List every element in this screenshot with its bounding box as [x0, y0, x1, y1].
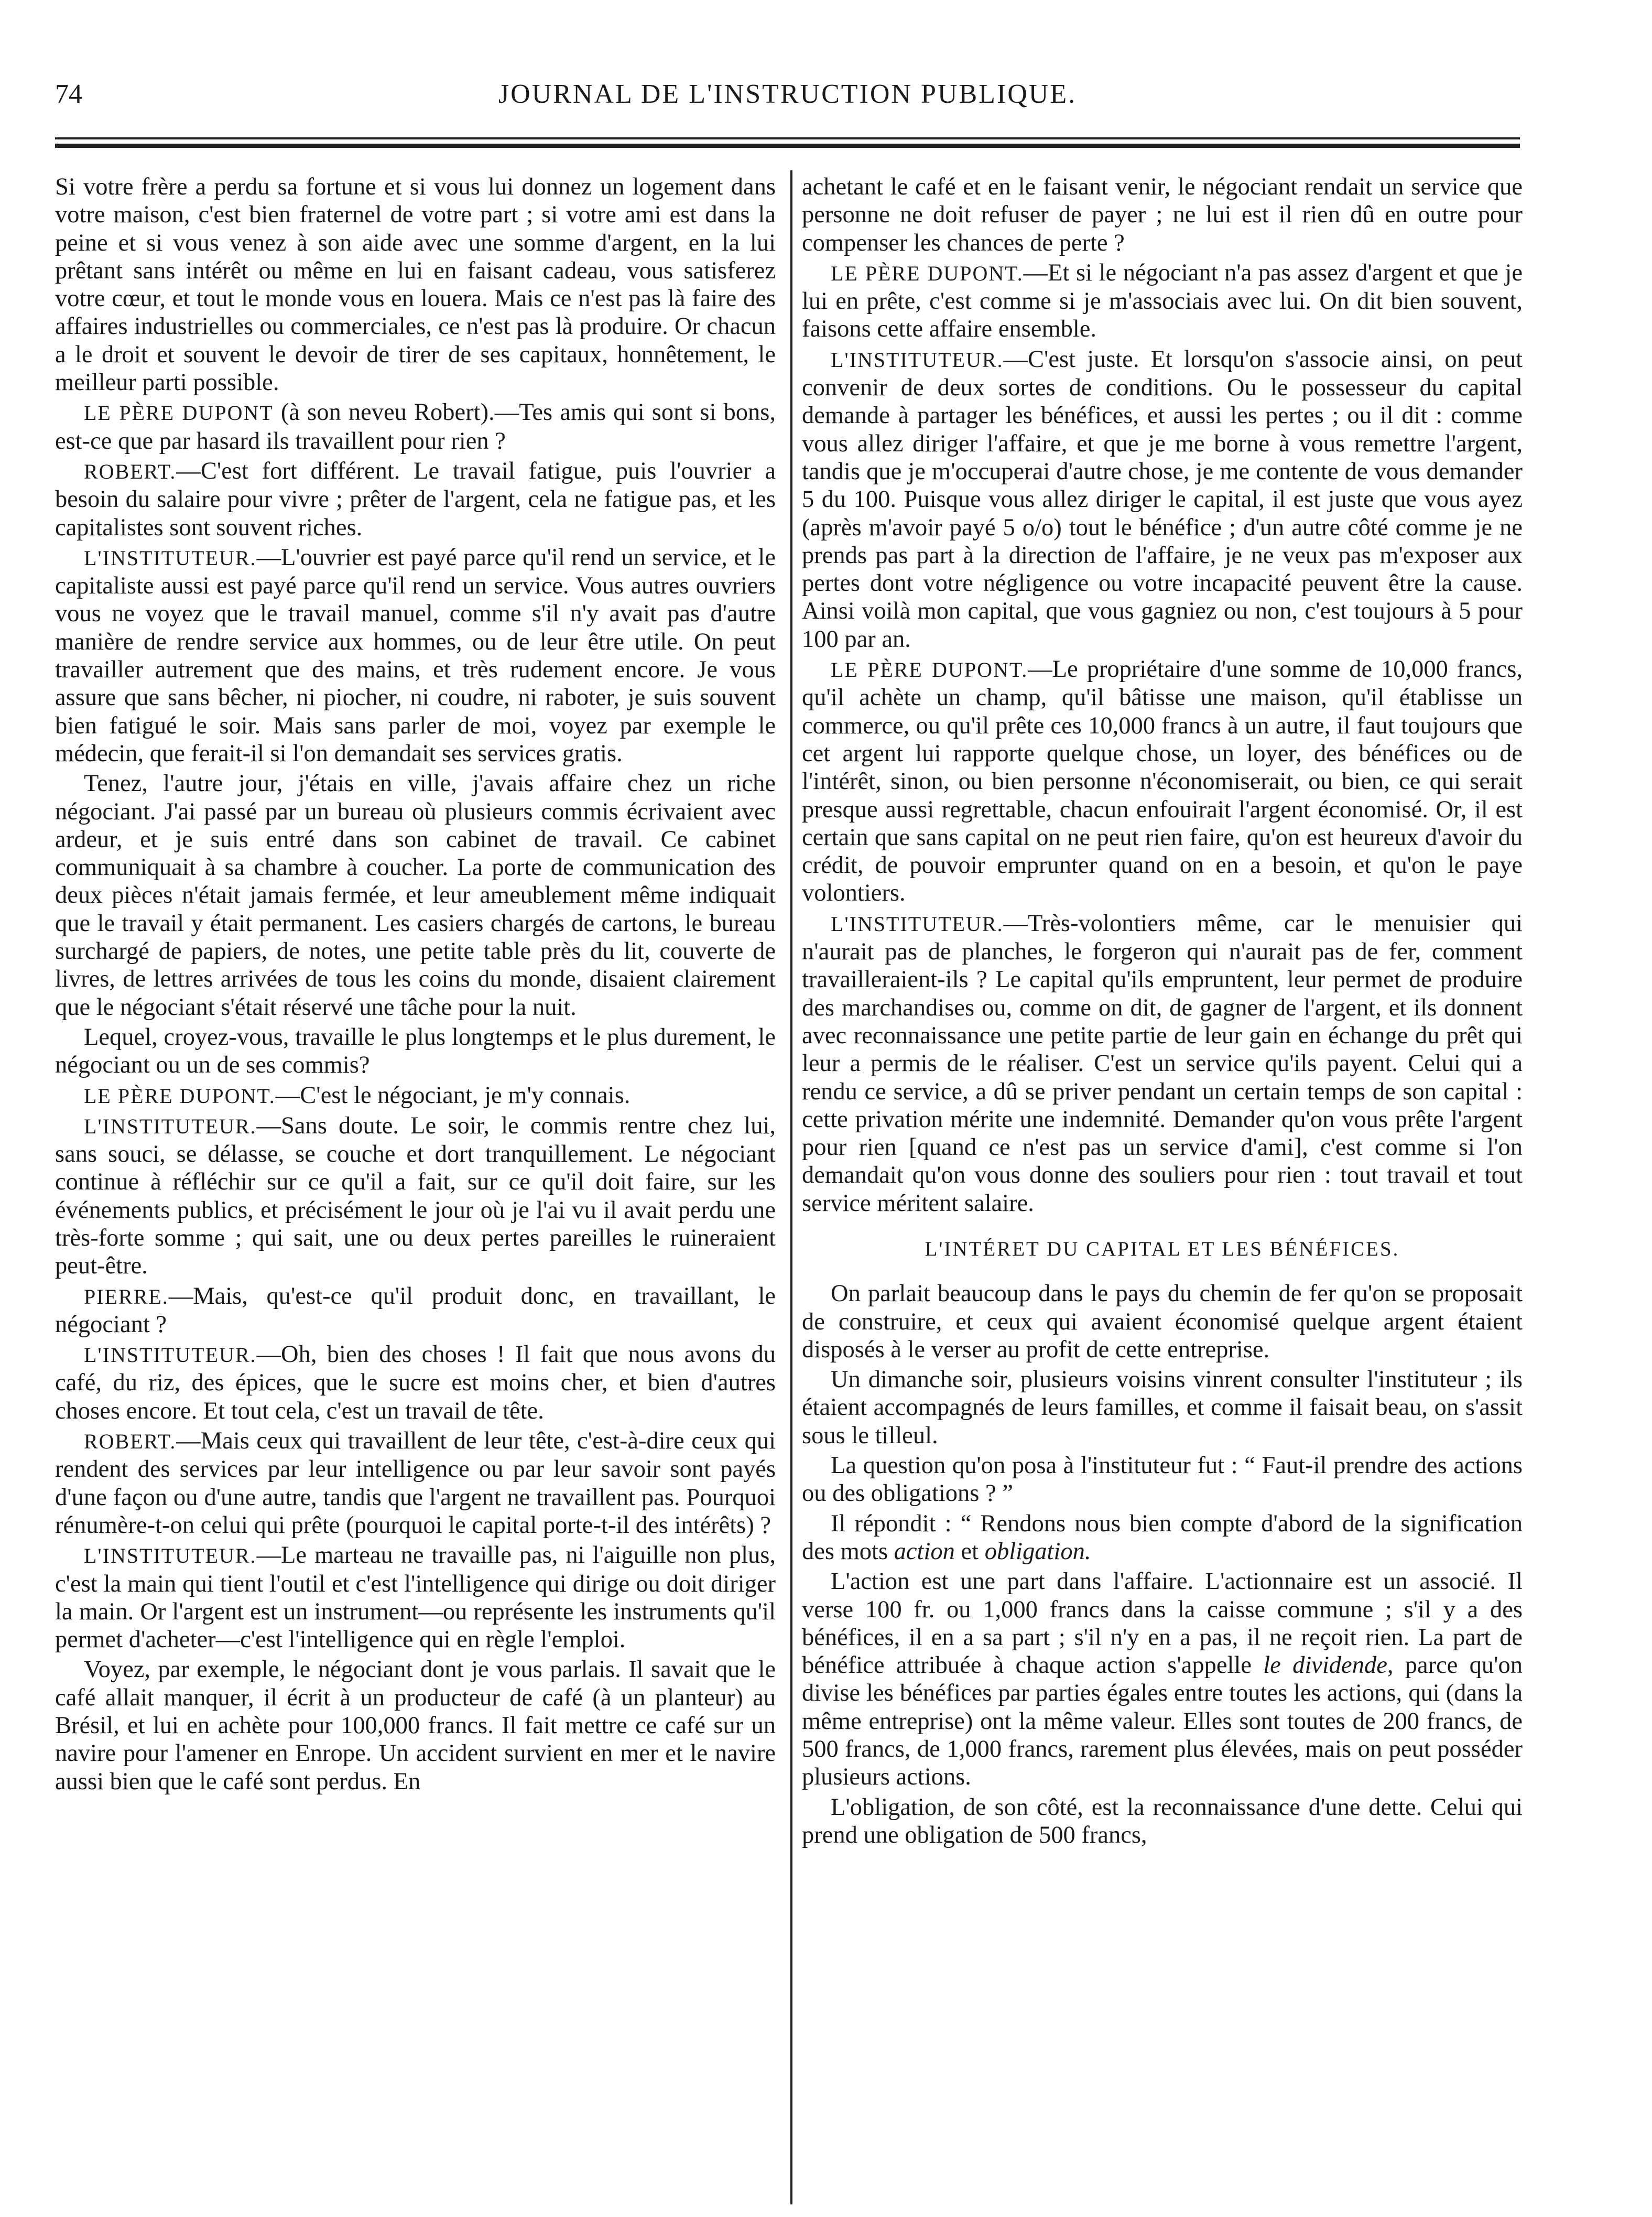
emphasis-action: action [894, 1538, 955, 1565]
speaker-name: L'INSTITUTEUR. [84, 1343, 257, 1367]
speaker-name: L'INSTITUTEUR. [831, 348, 1004, 372]
paragraph: Si votre frère a perdu sa fortune et si vous lui donnez un logement dans votre maison, c'est bien fraternel de votre part ; si votre ami est dans la peine et si vous venez à son aide avec une somme d'argent, en la lui prêtant sans intérêt ou même en lui en faisant cadeau, vous satisferez votre cœur, et tout le monde vous en louera. Mais ce n'est pas là faire des affaires industrielles ou commerciales, ce n'est pas là produire. Or chacun a le droit et souvent le devoir de tirer de ses capitaux, honnêtement, le meilleur parti possible. [55, 174, 776, 396]
column-divider [790, 170, 792, 2204]
paragraph: On parlait beaucoup dans le pays du chemin de fer qu'on se proposait de construire, et ceux qui avaient économisé quelque argent étaient disposés à le verser au profit de cette entreprise. [802, 1280, 1523, 1363]
dialogue-text: —Et si le négociant n'a pas assez d'argent et que je lui en prête, c'est comme si je m'associais avec lui. On dit bien souvent, faisons cette affaire ensemble. [802, 259, 1523, 343]
speaker-name: L'INSTITUTEUR. [84, 1544, 257, 1568]
paragraph [802, 1567, 1523, 1791]
dialogue-paragraph [55, 1541, 776, 1653]
dialogue-text: —Le propriétaire d'une somme de 10,000 francs, qu'il achète un champ, qu'il bâtisse une maison, qu'il établisse un commerce, ou qu'il prête ces 10,000 francs à un autre, il faut toujours que cet argent lui rapporte quelque chose, un loyer, des bénéfices ou de l'intérêt, sinon, ou bien personne n'économiserait, ou bien, ce qui serait presque aussi regrettable, chacun enfouirait l'argent économisé. Or, il est certain que sans capital on ne peut rien faire, qu'on est heureux d'avoir du crédit, de pouvoir emprunter quand on en a besoin, et qu'on le paye volontiers. [802, 656, 1523, 907]
text-run: L'action est une part dans l'affaire. L'actionnaire est un associé. Il verse 100 fr. ou 1,000 francs dans la caisse commune ; s'il y a des bénéfices, il en a sa part ; s'il n'y en a pas, il ne reçoit rien. La part de bénéfice attribuée à chaque action s'appelle [802, 1568, 1523, 1679]
header-rule-thick [55, 144, 1520, 148]
paragraph: Un dimanche soir, plusieurs voisins vinrent consulter l'instituteur ; ils étaient accompagnés de leurs familles, et comme il faisait beau, on s'assit sous le tilleul. [802, 1366, 1523, 1449]
section-heading: L'INTÉRET DU CAPITAL ET LES BÉNÉFICES. [925, 1237, 1400, 1260]
paragraph: achetant le café et en le faisant venir, le négociant rendait un service que personne ne doit refuser de payer ; ne lui est il rien dû en outre pour compenser les chances de perte ? [802, 174, 1523, 256]
paragraph: L'obligation, de son côté, est la reconnaissance d'une dette. Celui qui prend une obligation de 500 francs, [802, 1793, 1523, 1848]
page-header [55, 79, 1520, 126]
dialogue-paragraph [802, 910, 1523, 1217]
running-title: JOURNAL DE L'INSTRUCTION PUBLIQUE. [498, 79, 1077, 109]
left-column [55, 173, 776, 1796]
speaker-name: ROBERT. [84, 1430, 177, 1454]
speaker-name: ROBERT. [84, 459, 177, 483]
dialogue-text: —Le marteau ne travaille pas, ni l'aiguille non plus, c'est la main qui tient l'outil et c'est l'intelligence qui dirige ou doit diriger la main. Or l'argent est un instrument—ou représente les instruments qu'il permet d'acheter—c'est l'intelligence qui en règle l'emploi. [55, 1542, 776, 1653]
dialogue-text: —Mais, qu'est-ce qu'il produit donc, en travaillant, le négociant ? [55, 1282, 776, 1338]
dialogue-text: —C'est le négociant, je m'y connais. [275, 1082, 631, 1109]
header-rule-thin [55, 137, 1520, 139]
dialogue-paragraph [55, 1282, 776, 1339]
text-run: , parce qu'on divise les bénéfices par parties égales entre toutes les actions, qui (dans la même entreprise) ont la même valeur. Elles sont toutes de 200 francs, de 500 francs, de 1,000 francs, rarement plus élevées, mais on peut posséder plusieurs actions. [802, 1652, 1523, 1791]
speaker-name: L'INSTITUTEUR. [84, 546, 257, 570]
dialogue-paragraph [55, 544, 776, 767]
speaker-name: LE PÈRE DUPONT. [831, 658, 1028, 682]
dialogue-paragraph [802, 259, 1523, 343]
dialogue-text: —Sans doute. Le soir, le commis rentre chez lui, sans souci, se délasse, se couche et dort tranquillement. Le négociant continue à réfléchir sur ce qu'il a fait, sur ce qu'il doit faire, sur les événements publics, et précisément le jour où je l'ai vu il avait perdu une très-forte somme ; qui sait, une ou deux pertes pareilles le ruineraient peut-être. [55, 1112, 776, 1280]
dialogue-text: —L'ouvrier est payé parce qu'il rend un service, et le capitaliste aussi est payé parce qu'il rend un service. Vous autres ouvriers vous ne voyez que le travail manuel, comme s'il n'y avait pas d'autre manière de rendre service aux hommes, ou de leur être utile. On peut travailler autrement que des mains, et très rudement encore. Je vous assure que sans bêcher, ni piocher, ni coudre, ni raboter, je suis souvent bien fatigué le soir. Mais sans parler de moi, voyez par exemple le médecin, que ferait-il si l'on demandait ses services gratis. [55, 544, 776, 767]
speaker-name: L'INSTITUTEUR. [831, 912, 1004, 936]
dialogue-paragraph [55, 398, 776, 455]
dialogue-text: —Très-volontiers même, car le menuisier qui n'aurait pas de planches, le forgeron qui n'aurait pas de fer, comment travailleraient-ils ? Le capital qu'ils empruntent, leur permet de produire des marchandises ou, comme on dit, de gagner de l'argent, et ils donnent avec reconnaissance une petite partie de leur gain en échange du prêt qui leur a permis de le réaliser. C'est un service qu'ils payent. Celui qui a rendu ce service, a dû se priver pendant un certain temps de son capital : cette privation mérite une indemnité. Demander qu'on vous prête l'argent pour rien [quand ce n'est pas un service d'ami], c'est comme si l'on demandait qu'on vous donne des souliers pour rien : tout travail et tout service méritent salaire. [802, 910, 1523, 1217]
dialogue-text: —Mais ceux qui travaillent de leur tête, c'est-à-dire ceux qui rendent des services par leur intelligence ou par leur savoir sont payés d'une façon ou d'une autre, tandis que l'argent ne travaillent pas. Pourquoi rénumère-t-on celui qui prête (pourquoi le capital porte-t-il des intérêts) ? [55, 1427, 776, 1539]
text-run: Il répondit : “ Rendons nous bien compte d'abord de la signification des mots [802, 1510, 1523, 1565]
speaker-name: LE PÈRE DUPONT. [84, 1084, 276, 1108]
page-number: 74 [55, 79, 82, 109]
emphasis-dividende: le dividende [1263, 1652, 1387, 1679]
speaker-name: PIERRE. [84, 1284, 169, 1308]
dialogue-paragraph [802, 345, 1523, 653]
emphasis-obligation: obligation. [984, 1538, 1091, 1565]
speaker-name: L'INSTITUTEUR. [84, 1114, 257, 1138]
dialogue-text: —Oh, bien des choses ! Il fait que nous avons du café, du riz, des épices, que le sucre est moins cher, et bien d'autres choses encore. Et tout cela, c'est un travail de tête. [55, 1341, 776, 1424]
text-run: et [954, 1538, 985, 1565]
dialogue-text: (à son neveu Robert).—Tes amis qui sont si bons, est-ce que par hasard ils travaillent pour rien ? [55, 399, 776, 455]
dialogue-paragraph [802, 655, 1523, 907]
dialogue-text: —C'est fort différent. Le travail fatigue, puis l'ouvrier a besoin du salaire pour vivre ; prêter de l'argent, cela ne fatigue pas, et les capitalistes sont souvent riches. [55, 457, 776, 541]
paragraph [802, 1510, 1523, 1566]
speaker-name: LE PÈRE DUPONT. [831, 261, 1024, 285]
paragraph: Voyez, par exemple, le négociant dont je vous parlais. Il savait que le café allait manquer, il écrit à un producteur de café (à un planteur) au Brésil, et lui en achète pour 100,000 francs. Il fait mettre ce café sur un navire pour l'amener en Enrope. Un accident survient en mer et le navire aussi bien que le café sont perdus. En [55, 1656, 776, 1795]
dialogue-paragraph [55, 1082, 776, 1110]
dialogue-paragraph [55, 1427, 776, 1539]
speaker-name: LE PÈRE DUPONT [84, 401, 274, 425]
dialogue-paragraph [55, 457, 776, 542]
dialogue-paragraph [55, 1112, 776, 1280]
right-column [802, 173, 1523, 1849]
dialogue-paragraph [55, 1340, 776, 1425]
paragraph: La question qu'on posa à l'instituteur fut : “ Faut-il prendre des actions ou des obligations ? ” [802, 1452, 1523, 1507]
dialogue-text: —C'est juste. Et lorsqu'on s'associe ainsi, on peut convenir de deux sortes de conditions. Ou le possesseur du capital demande à partager les bénéfices, et aussi les pertes ; ou il dit : comme vous allez diriger l'affaire, et que je me borne à vous remettre l'argent, tandis que je m'occuperai d'autre chose, je me contente de vous demander 5 du 100. Puisque vous allez diriger le capital, il est juste que vous ayez (après m'avoir payé 5 o/o) tout le bénéfice ; d'un autre côté comme je ne prends pas part à la direction de l'affaire, je ne veux pas m'exposer aux pertes dont votre négligence ou votre incapacité peuvent être la cause. Ainsi voilà mon capital, que vous gagniez ou non, c'est toujours à 5 pour 100 par an. [802, 345, 1523, 653]
paragraph: Lequel, croyez-vous, travaille le plus longtemps et le plus durement, le négociant ou un de ses commis? [55, 1023, 776, 1079]
paragraph: Tenez, l'autre jour, j'étais en ville, j'avais affaire chez un riche négociant. J'ai passé par un bureau où plusieurs commis écrivaient avec ardeur, et je suis entré dans son cabinet de travail. Ce cabinet communiquait à sa chambre à coucher. La porte de communication des deux pièces n'était jamais fermée, et leur ameublement même indiquait que le travail y était permanent. Les casiers chargés de cartons, le bureau surchargé de papiers, de notes, une petite table près du lit, couverte de livres, de lettres arrivées de tous les coins du monde, disaient clairement que le négociant s'était réservé une tâche pour la nuit. [55, 770, 776, 1021]
